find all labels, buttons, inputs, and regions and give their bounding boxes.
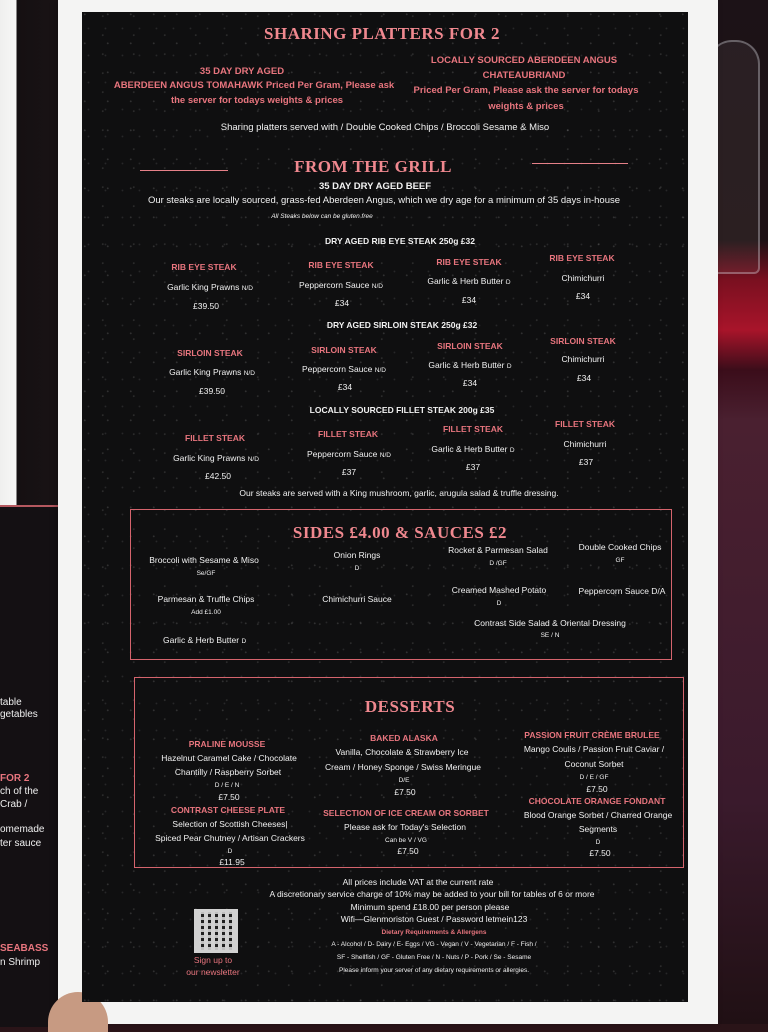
- dessert-tag: D / E / GF: [579, 774, 609, 781]
- steak-name: SIRLOIN STEAK: [177, 348, 243, 358]
- divider: [532, 163, 628, 164]
- steak-price: £39.50: [199, 386, 225, 396]
- bg-text: getables: [0, 709, 38, 720]
- side-item: Chimichurri Sauce: [322, 594, 392, 604]
- steak-name: FILLET STEAK: [185, 433, 245, 443]
- minimum-spend: Minimum spend £18.00 per person please: [350, 902, 510, 912]
- group-heading: DRY AGED RIB EYE STEAK 250g £32: [325, 236, 475, 246]
- steak-name: SIRLOIN STEAK: [437, 341, 503, 351]
- dessert-desc: Blood Orange Sorbet / Charred Orange: [523, 810, 673, 820]
- wifi-info: Wifi—Glenmoriston Guest / Password letmein123: [340, 914, 528, 924]
- steak-name: RIB EYE STEAK: [171, 262, 237, 272]
- sharing-served-with: Sharing platters served with / Double Cooked Chips / Broccoli Sesame & Miso: [220, 122, 550, 133]
- tomahawk-line1: 35 DAY DRY AGED: [199, 66, 285, 77]
- dessert-tag: D: [595, 839, 601, 846]
- dessert-price: £7.50: [397, 846, 419, 856]
- side-tag: D /GF: [489, 560, 507, 567]
- side-item: Double Cooked Chips: [578, 542, 662, 552]
- dessert-tag: D: [227, 848, 233, 855]
- dessert-desc: Chantilly / Raspberry Sorbet: [174, 767, 282, 777]
- dessert-price: £7.50: [589, 848, 611, 858]
- chateaubriand-line1: LOCALLY SOURCED ABERDEEN ANGUS: [430, 55, 618, 66]
- dietary-inform: Please inform your server of any dietary requirements or allergies.: [338, 967, 530, 974]
- allergens-line: A - Alcohol / D- Dairy / E- Eggs / VG - Vegan / V - Vegetarian / F - Fish /: [331, 941, 537, 948]
- service-note: A discretionary service charge of 10% may be added to your bill for tables of 6 or more: [269, 889, 595, 899]
- side-tag: D: [354, 565, 360, 572]
- bg-text: ter sauce: [0, 838, 42, 849]
- dessert-desc: Hazelnut Caramel Cake / Chocolate: [161, 753, 297, 763]
- steak-price: £34: [576, 373, 592, 383]
- dessert-name: BAKED ALASKA: [370, 733, 438, 743]
- chateaubriand-line4: weights & prices: [488, 101, 564, 112]
- side-item: Contrast Side Salad & Oriental Dressing: [474, 618, 626, 628]
- dessert-name: CONTRAST CHEESE PLATE: [170, 805, 286, 815]
- steak-price: £39.50: [193, 301, 219, 311]
- bg-text: ch of the: [0, 786, 39, 797]
- steak-name: FILLET STEAK: [443, 424, 503, 434]
- dessert-desc: Segments: [578, 824, 618, 834]
- bg-text: Crab /: [0, 799, 28, 810]
- side-item: Broccoli with Sesame & Miso: [149, 555, 259, 565]
- dessert-desc: Cream / Honey Sponge / Swiss Meringue: [325, 762, 481, 772]
- steak-sauce: Chimichurri: [561, 273, 605, 283]
- dessert-price: £7.50: [394, 787, 416, 797]
- steak-sauce: Peppercorn Sauce N/D: [302, 364, 386, 374]
- steak-price: £34: [337, 382, 353, 392]
- steak-name: SIRLOIN STEAK: [550, 336, 616, 346]
- steak-sauce: Garlic King Prawns N/D: [167, 282, 253, 292]
- dessert-tag: Can be V / VG: [385, 837, 427, 844]
- side-tag: D: [496, 600, 502, 607]
- dessert-desc: Spiced Pear Chutney / Artisan Crackers: [155, 833, 305, 843]
- steak-sauce: Peppercorn Sauce N/D: [299, 280, 383, 290]
- dessert-desc: Coconut Sorbet: [564, 759, 624, 769]
- dessert-price: £11.95: [219, 857, 245, 867]
- group-heading: DRY AGED SIRLOIN STEAK 250g £32: [326, 320, 478, 330]
- steak-price: £37: [341, 467, 357, 477]
- dessert-tag: D / E / N: [214, 782, 240, 789]
- dessert-name: PASSION FRUIT CRÈME BRULEE: [524, 730, 660, 740]
- side-item: Peppercorn Sauce D/A: [578, 586, 666, 596]
- dessert-name: PRALINE MOUSSE: [188, 739, 266, 749]
- steak-price: £34: [462, 378, 478, 388]
- side-tag: GF: [615, 557, 625, 564]
- side-tag: SE / N: [540, 632, 560, 639]
- steak-price: £37: [578, 457, 594, 467]
- steak-name: FILLET STEAK: [555, 419, 615, 429]
- grill-subtitle: 35 DAY DRY AGED BEEF: [318, 181, 432, 192]
- dessert-desc: Please ask for Today's Selection: [344, 822, 466, 832]
- steak-sauce: Garlic King Prawns N/D: [173, 453, 259, 463]
- vat-note: All prices include VAT at the current rate: [342, 877, 494, 887]
- dessert-name: SELECTION OF ICE CREAM OR SORBET: [323, 808, 489, 818]
- steak-sauce: Garlic & Herb Butter D: [431, 444, 515, 454]
- steak-sauce: Peppercorn Sauce N/D: [307, 449, 391, 459]
- chateaubriand-line3: Priced Per Gram, Please ask the server for todays: [413, 85, 639, 96]
- sides-title: SIDES £4.00 & SAUCES £2: [292, 523, 508, 542]
- steak-name: SIRLOIN STEAK: [311, 345, 377, 355]
- dessert-tag: D/E: [398, 777, 410, 784]
- bg-text: n Shrimp: [0, 957, 41, 968]
- steak-name: RIB EYE STEAK: [549, 253, 615, 263]
- side-tag: Add £1.00: [191, 609, 221, 616]
- steak-price: £34: [334, 298, 350, 308]
- menu-card: [82, 12, 688, 1002]
- dessert-name: CHOCOLATE ORANGE FONDANT: [528, 796, 666, 806]
- steak-served-with: Our steaks are served with a King mushroom, garlic, arugula salad & truffle dressing.: [239, 488, 559, 498]
- signup-line2: our newsletter: [186, 967, 240, 977]
- grill-intro: Our steaks are locally sourced, grass-fed Aberdeen Angus, which we dry age for a minimum of 35 days in-house: [147, 195, 621, 206]
- dessert-price: £7.50: [218, 792, 240, 802]
- gluten-note: All Steaks below can be gluten free: [271, 213, 373, 220]
- steak-sauce: Garlic & Herb Butter D: [428, 360, 512, 370]
- steak-price: £42.50: [205, 471, 231, 481]
- steak-sauce: Chimichurri: [563, 439, 607, 449]
- dessert-price: £7.50: [586, 784, 608, 794]
- steak-sauce: Chimichurri: [561, 354, 605, 364]
- side-item: Garlic & Herb Butter D: [163, 635, 247, 645]
- bg-text: omemade: [0, 824, 45, 835]
- group-heading: LOCALLY SOURCED FILLET STEAK 200g £35: [309, 405, 495, 415]
- steak-price: £34: [575, 291, 591, 301]
- allergens-title: Dietary Requirements & Allergens: [381, 929, 487, 936]
- divider: [140, 170, 228, 171]
- steak-name: RIB EYE STEAK: [308, 260, 374, 270]
- side-item: Creamed Mashed Potato: [451, 585, 547, 595]
- tomahawk-line3: the server for todays weights & prices: [170, 95, 344, 106]
- dessert-desc: Vanilla, Chocolate & Strawberry Ice: [335, 747, 469, 757]
- dessert-desc: Selection of Scottish Cheeses|: [172, 819, 288, 829]
- newsletter-qr-code[interactable]: [194, 909, 238, 953]
- side-item: Rocket & Parmesan Salad: [448, 545, 548, 555]
- bg-text: SEABASS: [0, 943, 49, 954]
- chateaubriand-line2: CHATEAUBRIAND: [482, 70, 566, 81]
- steak-price: £34: [461, 295, 477, 305]
- bg-text: table: [0, 697, 22, 708]
- steak-sauce: Garlic & Herb Butter D: [427, 276, 511, 286]
- side-item: Onion Rings: [333, 550, 381, 560]
- steak-price: £37: [465, 462, 481, 472]
- bg-text: FOR 2: [0, 773, 30, 784]
- side-tag: Se/GF: [196, 570, 216, 577]
- dessert-desc: Mango Coulis / Passion Fruit Caviar /: [523, 744, 665, 754]
- steak-name: RIB EYE STEAK: [436, 257, 502, 267]
- signup-line1: Sign up to: [193, 955, 233, 965]
- side-item: Parmesan & Truffle Chips: [157, 594, 255, 604]
- grill-title: FROM THE GRILL: [294, 157, 452, 176]
- desserts-title: DESSERTS: [364, 697, 456, 716]
- steak-name: FILLET STEAK: [318, 429, 378, 439]
- sharing-title: SHARING PLATTERS FOR 2: [264, 24, 500, 43]
- steak-sauce: Garlic King Prawns N/D: [169, 367, 255, 377]
- tomahawk-line2: ABERDEEN ANGUS TOMAHAWK Priced Per Gram, Please ask: [113, 80, 395, 91]
- allergens-line: SF - Shellfish / GF - Gluten Free / N - Nuts / P - Pork / Se - Sesame: [336, 954, 532, 961]
